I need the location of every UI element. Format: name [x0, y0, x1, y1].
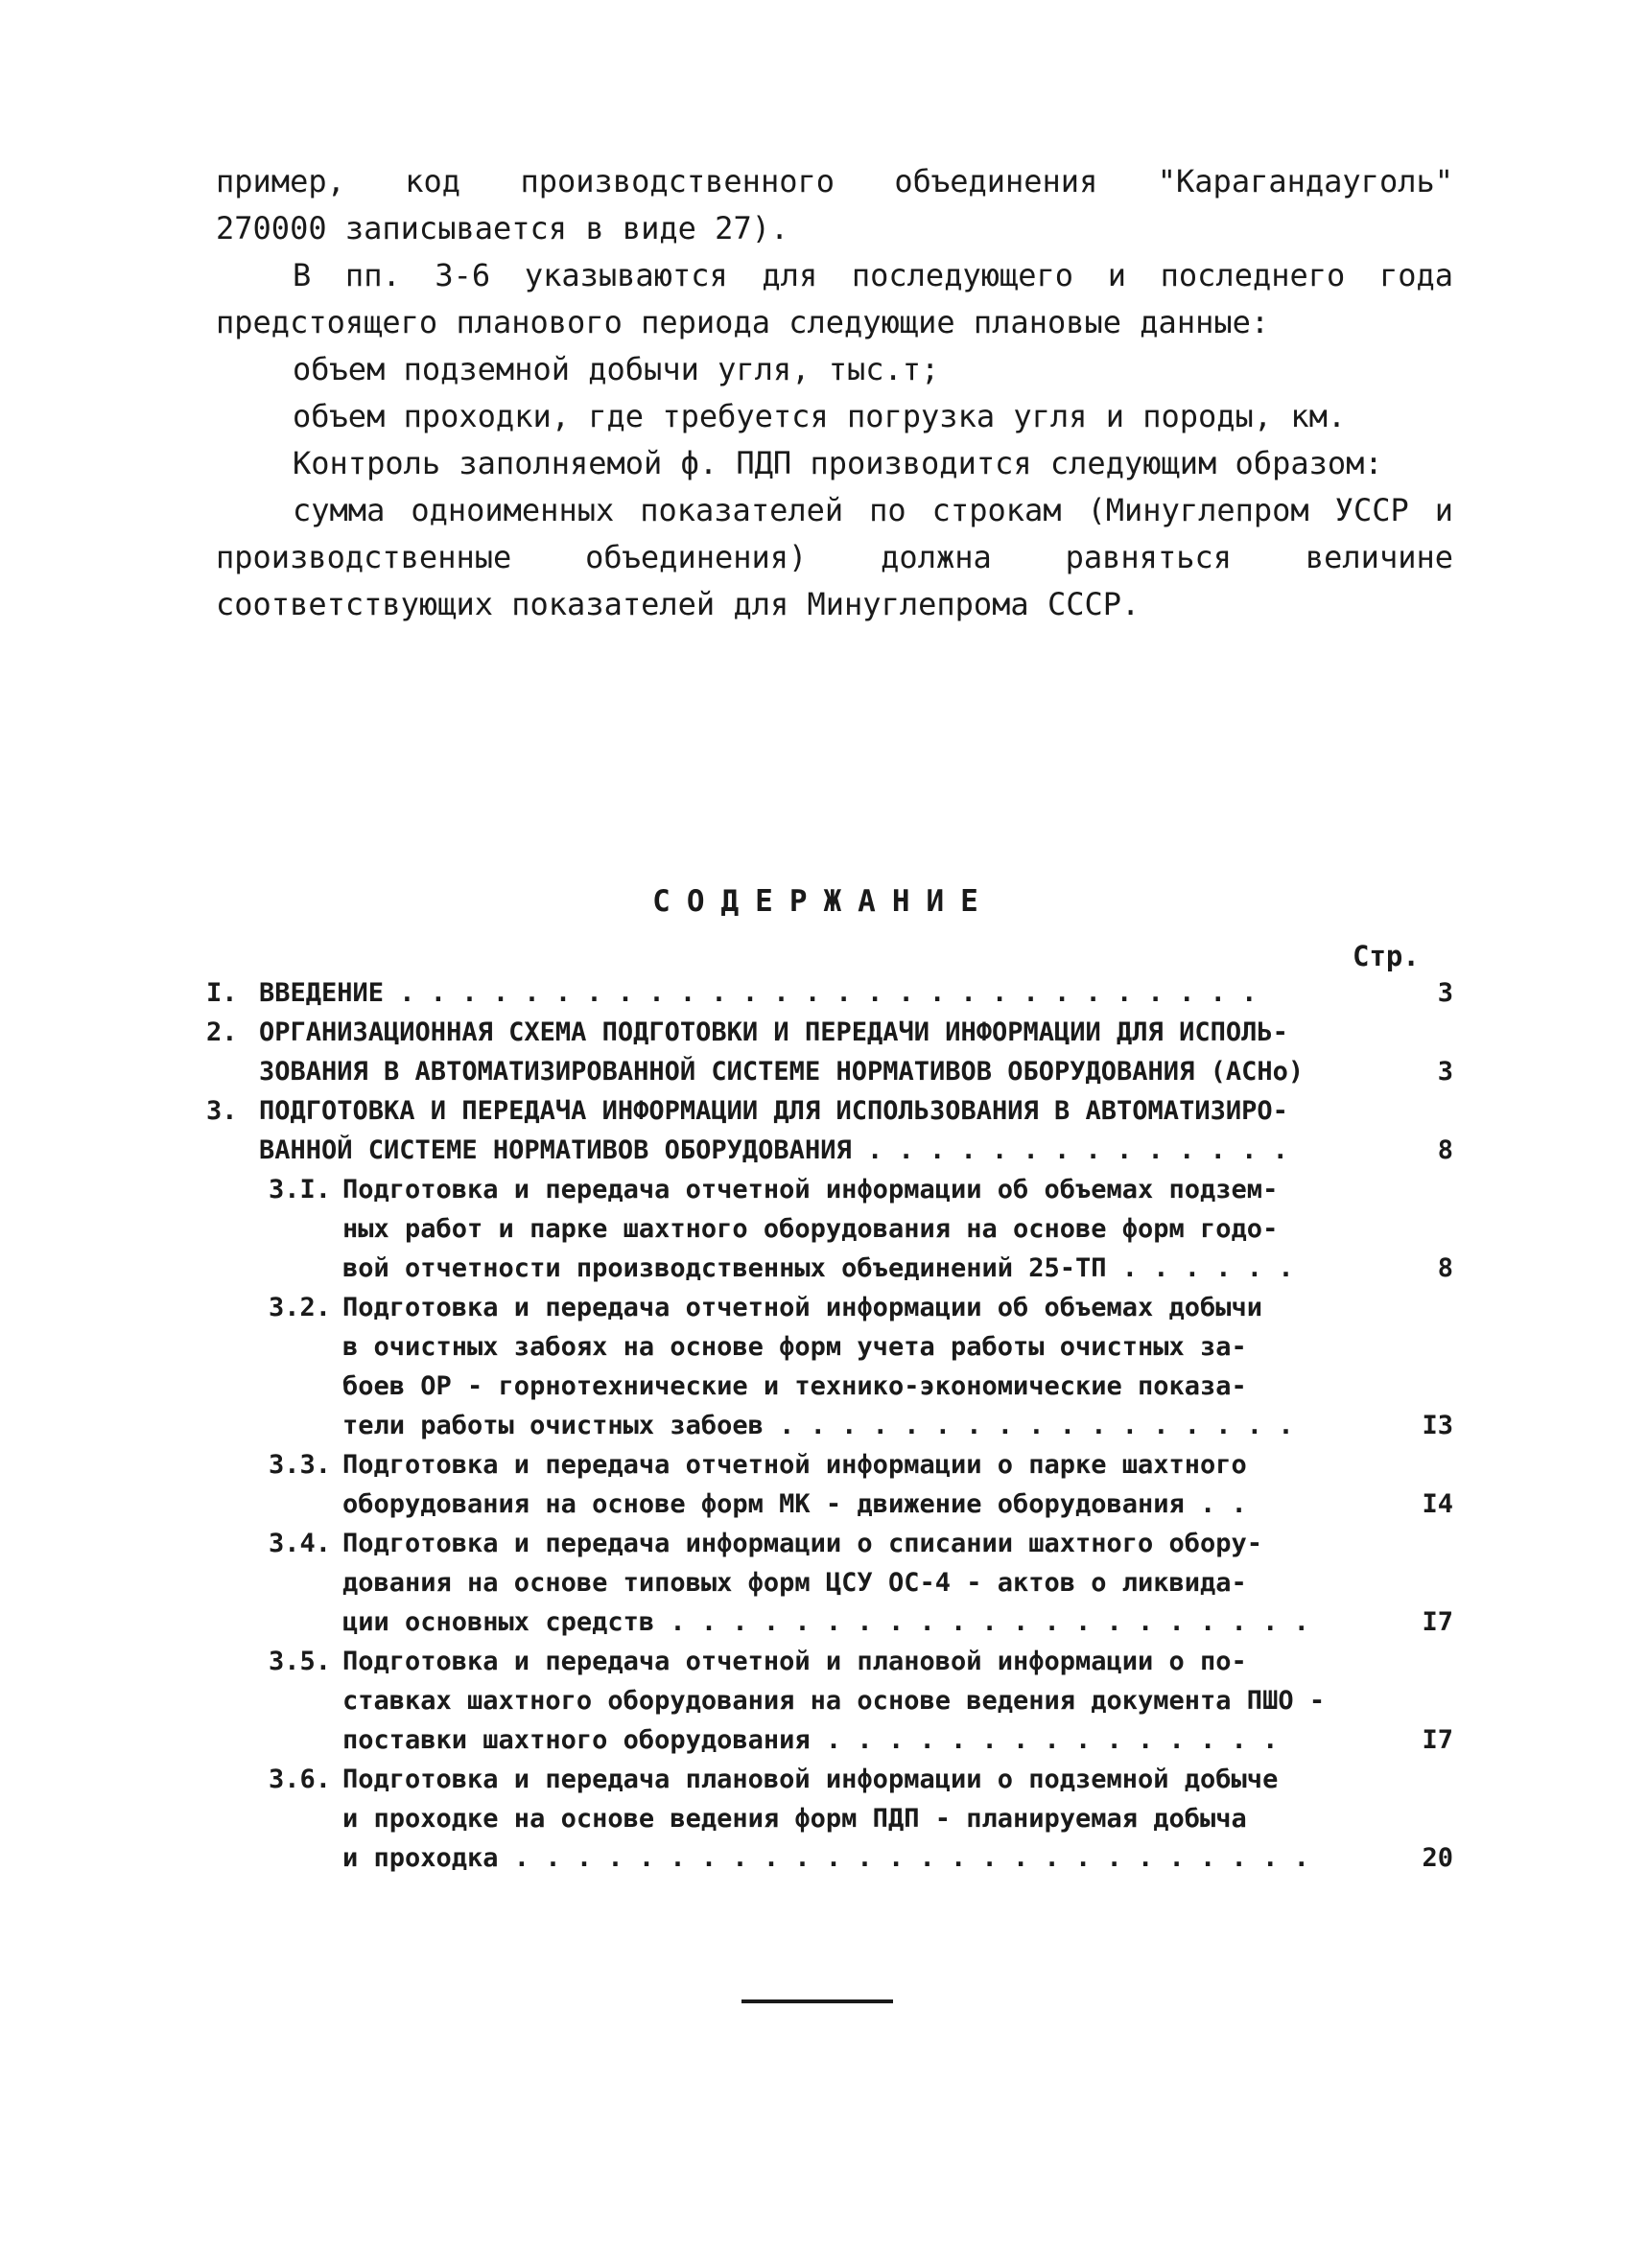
toc-entry-number: 3.3.: [269, 1450, 332, 1480]
toc-entry-3-1: [206, 1170, 1453, 1288]
toc-entry-title: Подготовка и передача отчетной информации об объемах подзем- ных работ и парке шахтного оборудования на основе форм годо- вой отчетности производственных объединений 25-ТП . . . . . .: [342, 1175, 1294, 1283]
toc-entry-number: 3.4.: [269, 1529, 332, 1558]
toc-entry-page: 8: [1437, 1253, 1453, 1283]
list-item-tunneling: объем проходки, где требуется погрузка угля и породы, км.: [293, 398, 1347, 434]
toc-entry-title: ОРГАНИЗАЦИОННАЯ СХЕМА ПОДГОТОВКИ И ПЕРЕДАЧИ ИНФОРМАЦИИ ДЛЯ ИСПОЛЬ- ЗОВАНИЯ В АВТОМАТИЗИРОВАННОЙ СИСТЕМЕ НОРМАТИВОВ ОБОРУДОВАНИЯ (АСНо): [259, 1017, 1305, 1087]
toc-entry-page: 3: [1437, 1057, 1453, 1087]
toc-entry-title: Подготовка и передача плановой информации о подземной добыче и проходке на основе ведения форм ПДП - планируемая добыча и проходка . . . . . . . . . . . . . . . . . . . . . . . . . .: [342, 1765, 1309, 1873]
toc-entry-page: I7: [1422, 1607, 1453, 1637]
toc-entry-number: 3.I.: [269, 1175, 332, 1204]
toc-entry-page: 8: [1437, 1135, 1453, 1165]
toc-entry-title: ПОДГОТОВКА И ПЕРЕДАЧА ИНФОРМАЦИИ ДЛЯ ИСПОЛЬЗОВАНИЯ В АВТОМАТИЗИРО- ВАННОЙ СИСТЕМЕ НОРМАТИВОВ ОБОРУДОВАНИЯ . . . . . . . . . . . . . .: [259, 1096, 1288, 1165]
toc-entry-page: I4: [1422, 1489, 1453, 1519]
toc-entry-page: I3: [1422, 1411, 1453, 1440]
toc-entry-title: Подготовка и передача информации о списании шахтного обору- дования на основе типовых форм ЦСУ ОС-4 - актов о ликвида- ции основных средств . . . . . . . . . . . . . . . . . . . . .: [342, 1529, 1309, 1637]
toc-entry-number: 3.2.: [269, 1293, 332, 1322]
paragraph-3: сумма одноименных показателей по строкам (Минуглепром УССР и производственные объединения) должна равняться величине соответствующих показателей для Минуглепрома СССР.: [216, 492, 1453, 622]
toc-entry-3-6: [206, 1760, 1453, 1878]
paragraph-1-line-1: пример, код производственного объединения "Карагандауголь": [216, 163, 1453, 199]
toc-entry-3-5: [206, 1642, 1453, 1760]
toc-entry-title: Подготовка и передача отчетной информации об объемах добычи в очистных забоях на основе форм учета работы очистных за- боев ОР - горнотехнические и технико-экономические показа- тели работы очистных забоев . . . . . . . . . . . . . . . . .: [342, 1293, 1294, 1440]
toc-entry-number: 3.5.: [269, 1647, 332, 1676]
toc-entry-title: Подготовка и передача отчетной информации о парке шахтного оборудования на основе форм МК - движение оборудования . .: [342, 1450, 1247, 1519]
toc-entry-title: Подготовка и передача отчетной и плановой информации о по- ставках шахтного оборудования на основе ведения документа ПШО - поставки шахтного оборудования . . . . . . . . . . . . . . .: [342, 1647, 1326, 1755]
toc-entry-3-4: [206, 1524, 1453, 1642]
toc-entry-1: [206, 973, 1453, 1013]
toc-entry-2: [206, 1013, 1453, 1091]
toc-entry-3-2: [206, 1288, 1453, 1445]
list-item-coal-output: объем подземной добычи угля, тыс.т;: [293, 351, 940, 387]
end-divider: [741, 1999, 893, 2003]
toc-entry-number: 3.6.: [269, 1765, 332, 1794]
toc-entry-number: 2.: [206, 1017, 238, 1047]
toc-entry-number: I.: [206, 978, 238, 1008]
control-line: Контроль заполняемой ф. ПДП производится следующим образом:: [293, 445, 1383, 481]
toc-entry-3-3: [206, 1445, 1453, 1524]
table-of-contents: [206, 973, 1453, 1878]
toc-entry-3: [206, 1091, 1453, 1170]
paragraph-1-line-2: 270000 записывается в виде 27).: [216, 210, 789, 246]
paragraph-2: В пп. 3-6 указываются для последующего и последнего года предстоящего планового периода следующие плановые данные:: [216, 257, 1453, 340]
toc-entry-page: 20: [1422, 1843, 1453, 1873]
toc-title: СОДЕРЖАНИЕ: [652, 884, 995, 919]
toc-entry-title: ВВЕДЕНИЕ . . . . . . . . . . . . . . . . . . . . . . . . . . . .: [259, 978, 1258, 1008]
toc-page-column-header: Стр.: [1353, 940, 1420, 972]
toc-entry-number: 3.: [206, 1096, 238, 1126]
toc-entry-page: I7: [1422, 1725, 1453, 1755]
body-text: [216, 158, 1453, 628]
toc-entry-page: 3: [1437, 978, 1453, 1008]
